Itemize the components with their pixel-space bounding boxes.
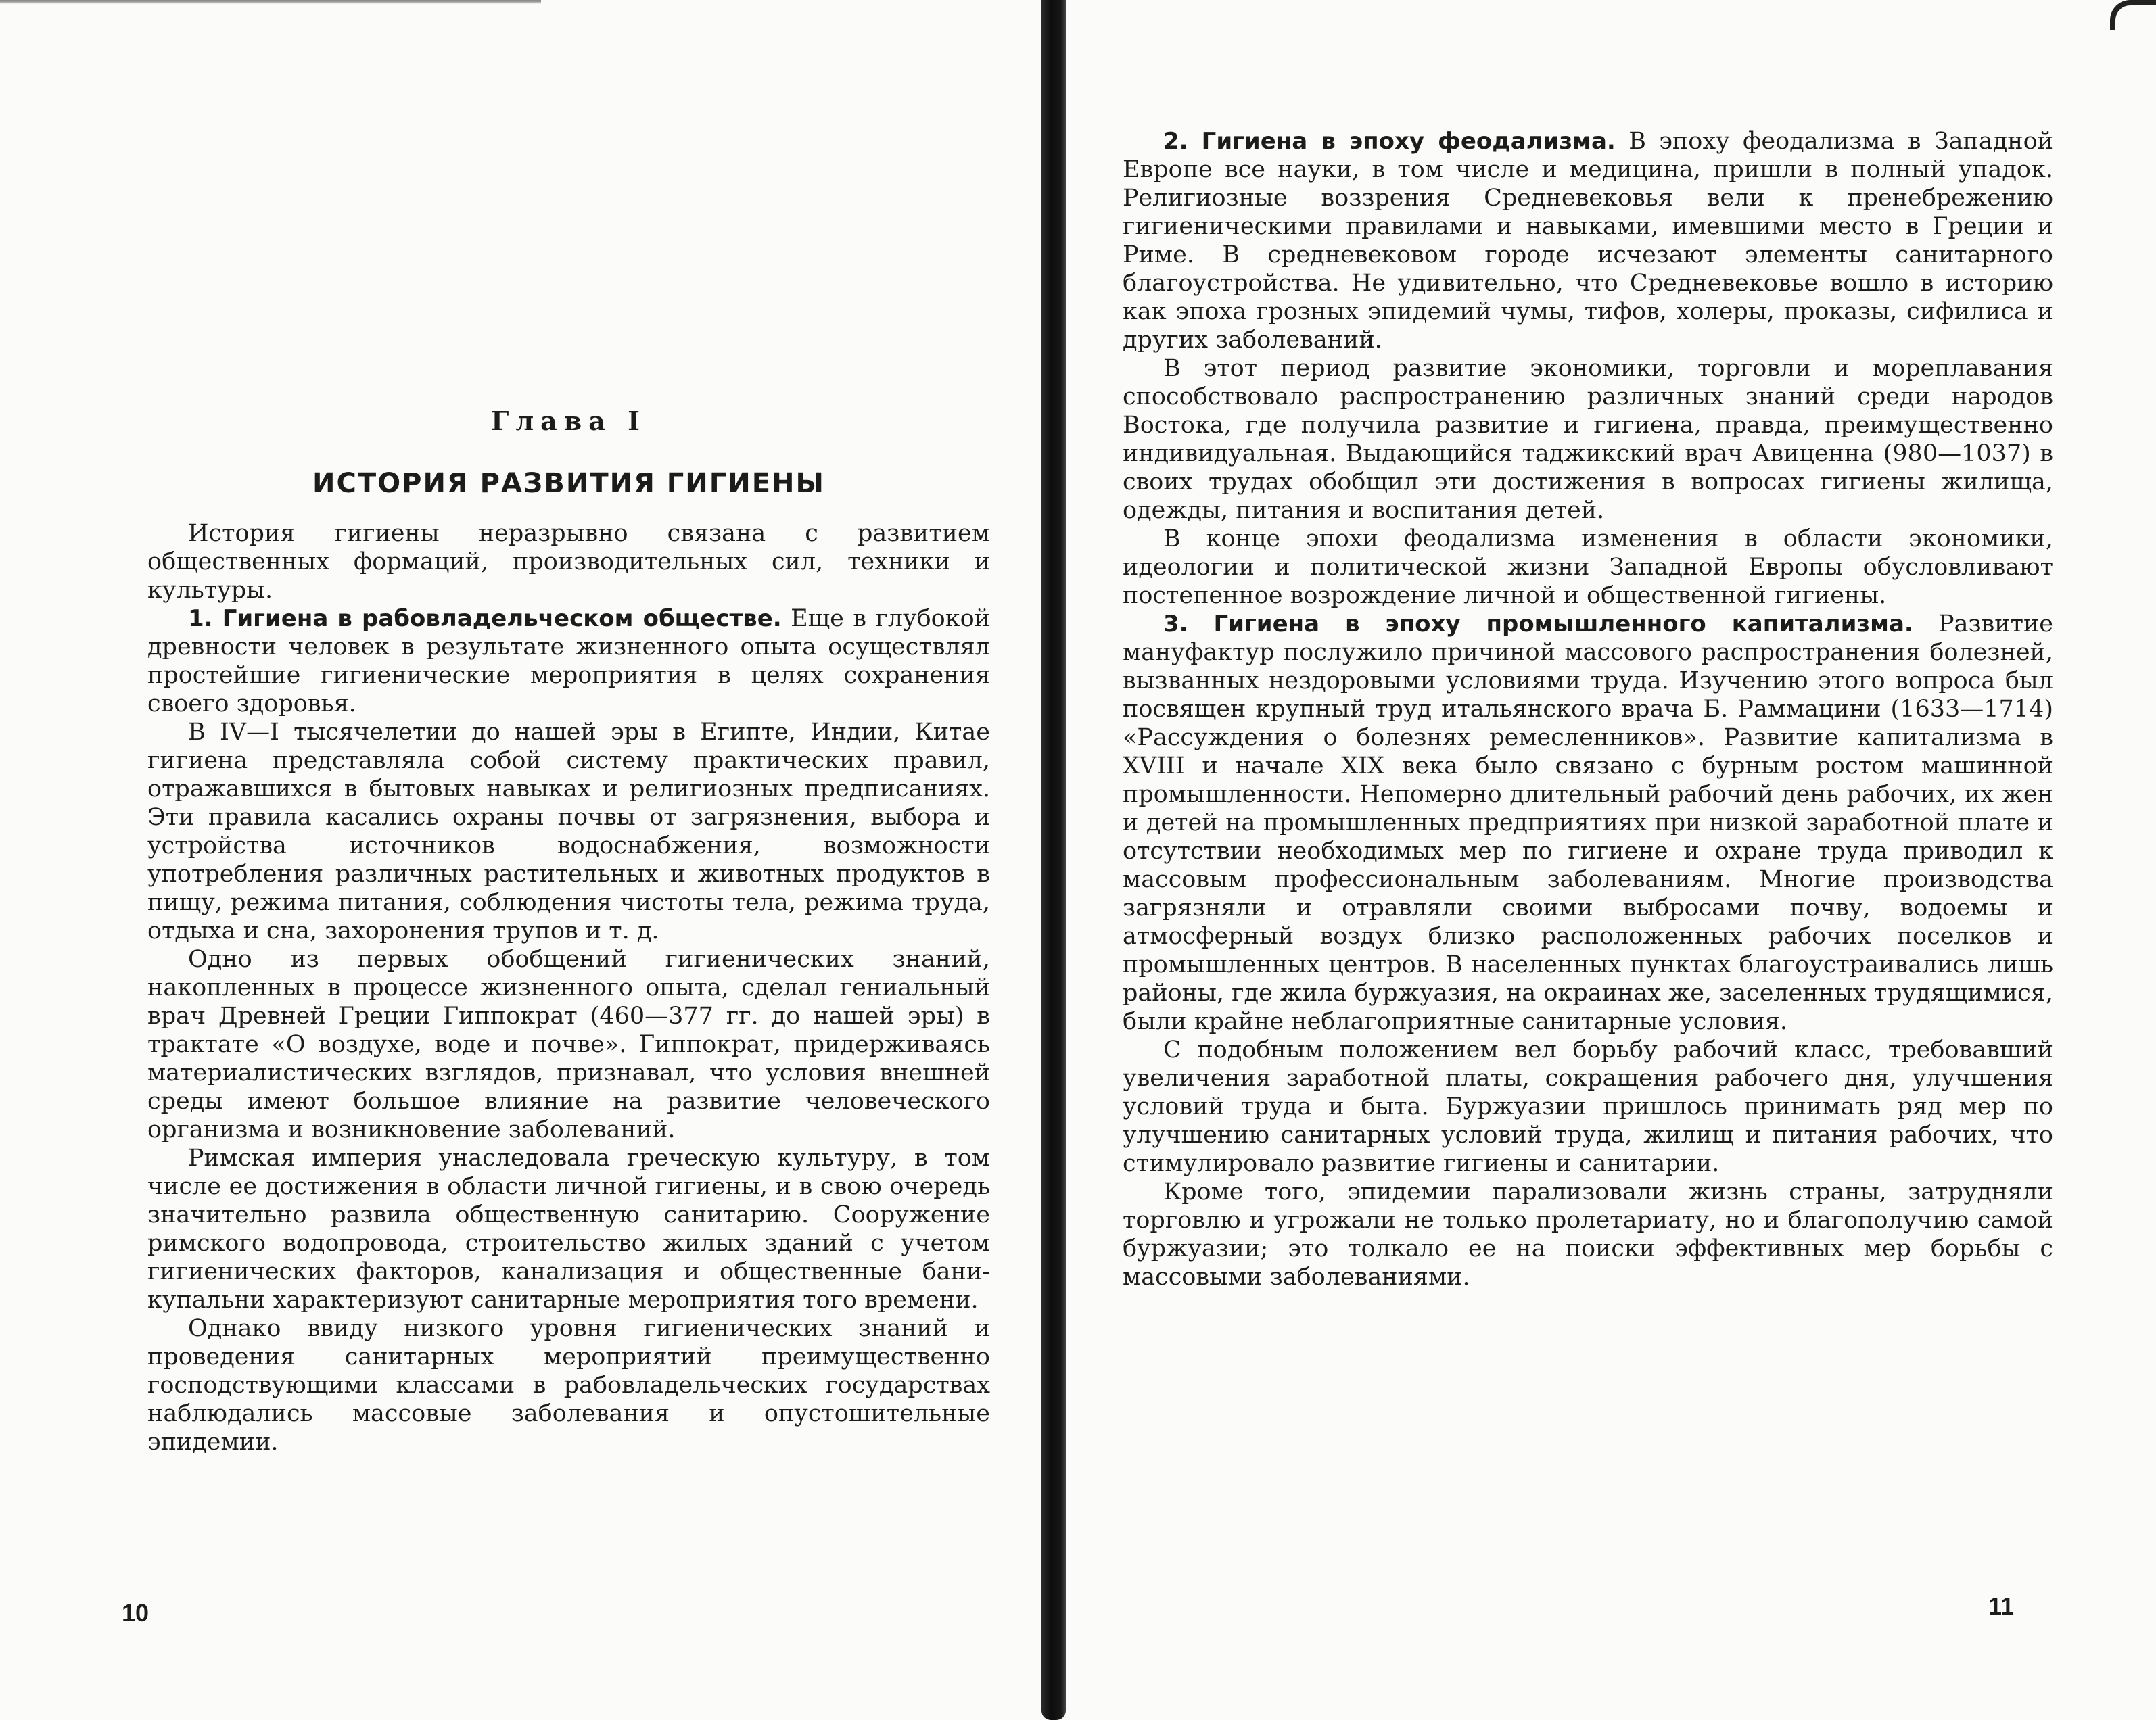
paragraph-text: Однако ввиду низкого уровня гигиенических знаний и проведения санитарных мероприятий преимущественно господствующими классами в рабовладельческих государствах наблюдались массовые заболевания и опустошительные эпидемии. xyxy=(147,1315,990,1456)
left-page xyxy=(0,0,1055,1720)
paragraph xyxy=(1123,1178,2053,1291)
paragraph xyxy=(147,519,990,604)
section-heading: 2. Гигиена в эпоху феодализма. xyxy=(1163,128,1616,155)
paragraph xyxy=(1123,354,2053,525)
paragraph xyxy=(147,1314,990,1456)
paragraph xyxy=(1123,127,2053,354)
paragraph-text: История гигиены неразрывно связана с развитием общественных формаций, производительных сил, техники и культуры. xyxy=(147,520,990,604)
right-page-body xyxy=(1123,127,2053,1291)
paragraph-text: Одно из первых обобщений гигиенических знаний, накопленных в процессе жизненного опыта, сделал гениальный врач Древней Греции Гиппократ (460—377 гг. до нашей эры) в трактате «О воздухе, воде и почве». Гиппократ, придерживаясь материалистических взглядов, признавал, что условия внешней среды имеют большое влияние на развитие человеческого организма и возникновение заболеваний. xyxy=(147,946,990,1143)
section-heading: 1. Гигиена в рабовладельческом обществе. xyxy=(188,605,782,632)
chapter-title: ИСТОРИЯ РАЗВИТИЯ ГИГИЕНЫ xyxy=(312,468,825,499)
left-page-body xyxy=(147,519,990,1456)
paragraph-text: В эпоху феодализма в Западной Европе все науки, в том числе и медицина, пришли в полный упадок. Религиозные воззрения Средневековья вели к пренебрежению гигиеническими правилами и навыками, имевшими место в Греции и Риме. В средневековом городе исчезают элементы санитарного благоустройства. Не удивительно, что Средневековье вошло в историю как эпоха грозных эпидемий чумы, тифов, холеры, проказы, сифилиса и других заболеваний. xyxy=(1123,128,2053,354)
paragraph-text: В IV—I тысячелетии до нашей эры в Египте, Индии, Китае гигиена представляла собой систему практических правил, отражавшихся в бытовых навыках и религиозных предписаниях. Эти правила касались охраны почвы от загрязнения, выбора и устройства источников водоснабжения, возможности употребления различных растительных и животных продуктов в пищу, режима питания, соблюдения чистоты тела, режима труда, отдыха и сна, захоронения трупов и т. д. xyxy=(147,719,990,945)
paragraph-text: В конце эпохи феодализма изменения в области экономики, идеологии и политической жизни Западной Европы обусловливают постепенное возрождение личной и общественной гигиены. xyxy=(1123,525,2053,609)
paragraph xyxy=(147,945,990,1144)
section-heading: 3. Гигиена в эпоху промышленного капитализма. xyxy=(1163,611,1913,638)
paragraph-text: В этот период развитие экономики, торговли и мореплавания способствовало распространению различных знаний среди народов Востока, где получила развитие и гигиена, правда, преимущественно индивидуальная. Выдающийся таджикский врач Авиценна (980—1037) в своих трудах обобщил эти достижения в вопросах гигиены жилища, одежды, питания и воспитания детей. xyxy=(1123,355,2053,524)
right-page xyxy=(1055,0,2156,1720)
paragraph xyxy=(147,718,990,945)
paragraph-text: Еще в глубокой древности человек в результате жизненного опыта осуществлял простейшие гигиенические мероприятия в целях сохранения своего здоровья. xyxy=(147,605,991,717)
paragraph-text: С подобным положением вел борьбу рабочий класс, требовавший увеличения заработной платы, сокращения рабочего дня, улучшения условий труда и быта. Буржуазии пришлось принимать ряд мер по улучшению санитарных условий труда, жилищ и питания рабочих, что стимулировало развитие гигиены и санитарии. xyxy=(1123,1036,2053,1177)
paragraph-text: Кроме того, эпидемии парализовали жизнь страны, затрудняли торговлю и угрожали не только пролетариату, но и благополучию самой буржуазии; это толкало ее на поиски эффективных мер борьбы с массовыми заболеваниями. xyxy=(1123,1178,2053,1291)
paragraph xyxy=(147,604,990,718)
paragraph-text: Развитие мануфактур послужило причиной массового распространения болезней, вызванных нездоровыми условиями труда. Изучению этого вопроса был посвящен крупный труд итальянского врача Б. Раммацини (1633—1714) «Рассуждения о болезнях ремесленников». Развитие капитализма в XVIII и начале XIX века было связано с бурным ростом машинной промышленности. Непомерно длительный рабочий день рабочих, их жен и детей на промышленных предприятиях при низкой заработной плате и отсутствии необходимых мер по гигиене и охране труда приводил к массовым профессиональным заболеваниям. Многие производства загрязняли и отравляли своими выбросами почву, водоемы и атмосферный воздух близко расположенных рабочих поселков и промышленных центров. В населенных пунктах благоустраивались лишь районы, где жила буржуазия, на окраинах же, заселенных трудящимися, были крайне неблагоприятные санитарные условия. xyxy=(1123,611,2053,1035)
paragraph xyxy=(1123,610,2053,1036)
paragraph xyxy=(1123,1036,2053,1178)
scan-edge-rule xyxy=(0,0,541,7)
paragraph xyxy=(1123,525,2053,610)
scan-edge-curl xyxy=(2110,0,2156,30)
paragraph xyxy=(147,1144,990,1314)
page-number: 11 xyxy=(1988,1592,2015,1620)
paragraph-text: Римская империя унаследовала греческую культуру, в том числе ее достижения в области личной гигиены, и в свою очередь значительно развила общественную санитарию. Сооружение римского водопровода, строительство жилых зданий с учетом гигиенических факторов, канализация и общественные бани-купальни характеризуют санитарные мероприятия того времени. xyxy=(147,1145,990,1314)
chapter-label: Глава I xyxy=(491,406,647,436)
page-number: 10 xyxy=(122,1599,149,1627)
